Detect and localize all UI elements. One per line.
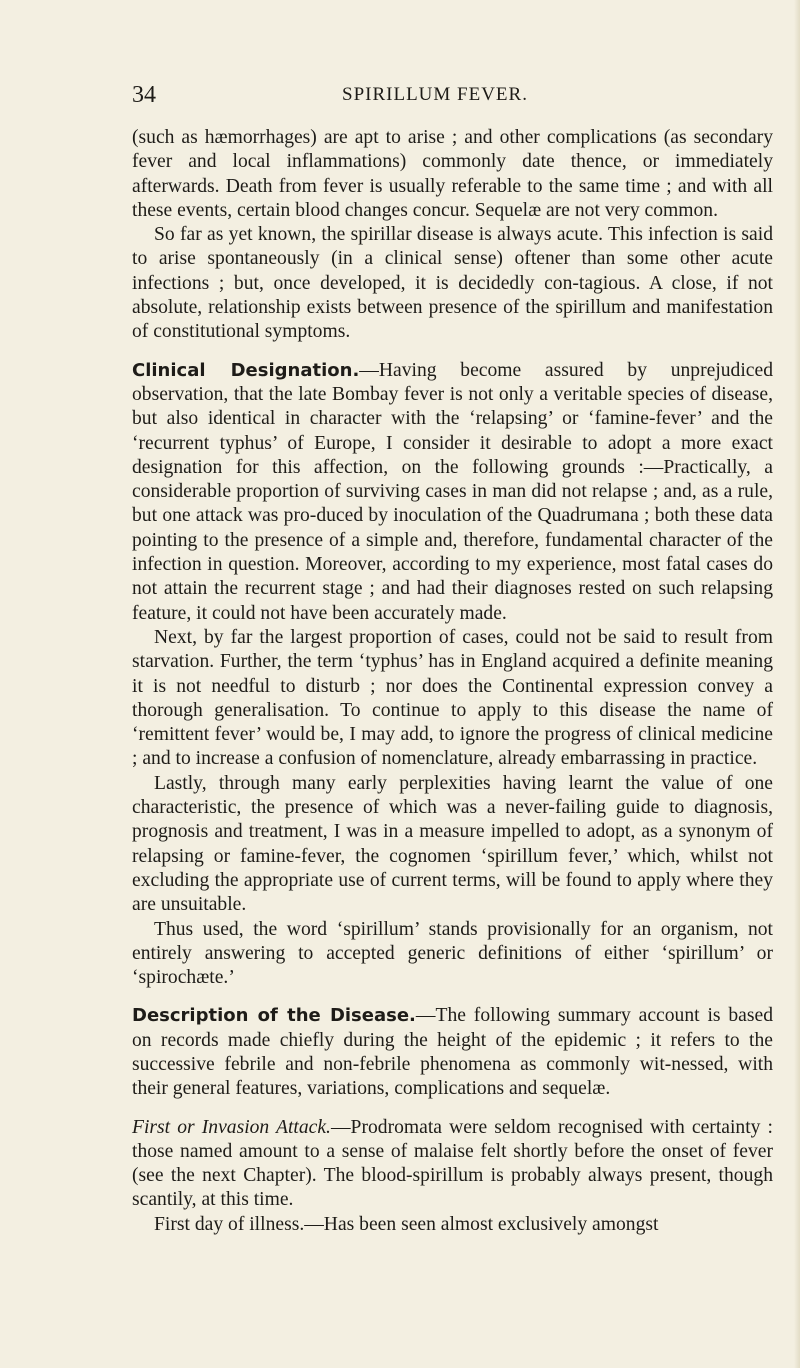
running-head — [132, 82, 772, 112]
paragraph-description-of-disease — [132, 1004, 773, 1101]
paragraph — [132, 918, 773, 991]
body-text — [132, 126, 773, 1237]
paragraph-text: (such as hæmorrhages) are apt to arise ; and other complications (as secondary fever and local inflammations) commonly date thence, or immediately afterwards. Death from fever is usually referable to the same time ; and with all these events, certain blood changes concur. Sequelæ are not very common. — [132, 127, 773, 221]
paragraph-text: —Having become assured by unprejudiced observation, that the late Bombay fever is not only a veritable species of disease, but also identical in character with the ‘relapsing’ or ‘famine-fever’ and the ‘recurrent typhus’ of Europe, I consider it desirable to adopt a more exact designation for this affection, on the following grounds :—Practically, a considerable proportion of surviving cases in man did not relapse ; and, as a rule, but one attack was pro-duced by inoculation of the Quadrumana ; both these data pointing to the presence of a simple and, therefore, fundamental character of the infection in question. Moreover, according to my experience, most fatal cases do not attain the recurrent stage ; and had their diagnoses rested on such relapsing feature, it could not have been accurately made. — [132, 359, 773, 624]
paragraph — [132, 626, 773, 772]
paragraph-text: —Prodromata were seldom recognised with certainty : those named amount to a sense of malaise felt shortly before the onset of fever (see the next Chapter). The blood-spirillum is probably always present, though scantily, at this time. — [132, 1116, 774, 1211]
paragraph-invasion-attack — [132, 1116, 773, 1213]
section-heading: Clinical Designation. — [132, 359, 360, 381]
section-heading: Description of the Disease. — [132, 1005, 416, 1027]
paragraph-text: Thus used, the word ‘spirillum’ stands provisionally for an organism, not entirely answering to accepted generic definitions of either ‘spirillum’ or ‘spirochæte.’ — [132, 918, 773, 989]
paragraph-text: Next, by far the largest proportion of cases, could not be said to result from starvation. Further, the term ‘typhus’ has in England acquired a definite meaning it is not needful to disturb ; nor does the Continental expression convey a thorough generalisation. To continue to apply to this disease the name of ‘remittent fever’ would be, I may add, to ignore the progress of clinical medicine ; and to increase a confusion of nomenclature, already embarrassing in practice. — [132, 626, 773, 770]
page-number: 34 — [132, 82, 156, 108]
paragraph-clinical-designation — [132, 359, 773, 626]
paragraph-text: Lastly, through many early perplexities having learnt the value of one characteristic, the presence of which was a never-failing guide to diagnosis, prognosis and treatment, I was in a measure impelled to adopt, as a synonym of relapsing or famine-fever, the cognomen ‘spirillum fever,’ which, whilst not excluding the appropriate use of current terms, will be found to apply where they are unsuitable. — [132, 772, 773, 916]
page-edge-shadow — [794, 0, 800, 1368]
paragraph — [132, 772, 773, 918]
subsection-heading: First or Invasion Attack. — [132, 1116, 331, 1138]
paragraph — [132, 126, 773, 223]
paragraph-text: —The following summary account is based on records made chiefly during the height of the epidemic ; it refers to the successive febrile and non-febrile phenomena as commonly wit-nessed, with their general features, variations, complications and sequelæ. — [132, 1005, 773, 1100]
paragraph-text: So far as yet known, the spirillar disease is always acute. This infection is said to arise spontaneously (in a clinical sense) oftener than some other acute infections ; but, once developed, it is decidedly con-tagious. A close, if not absolute, relationship exists between presence of the spirillum and manifestation of constitutional symptoms. — [132, 224, 773, 343]
paragraph — [132, 223, 773, 344]
running-title: SPIRILLUM FEVER. — [342, 84, 528, 105]
paragraph — [132, 1213, 773, 1237]
paragraph-text: First day of illness.—Has been seen almost exclusively amongst — [154, 1213, 659, 1235]
